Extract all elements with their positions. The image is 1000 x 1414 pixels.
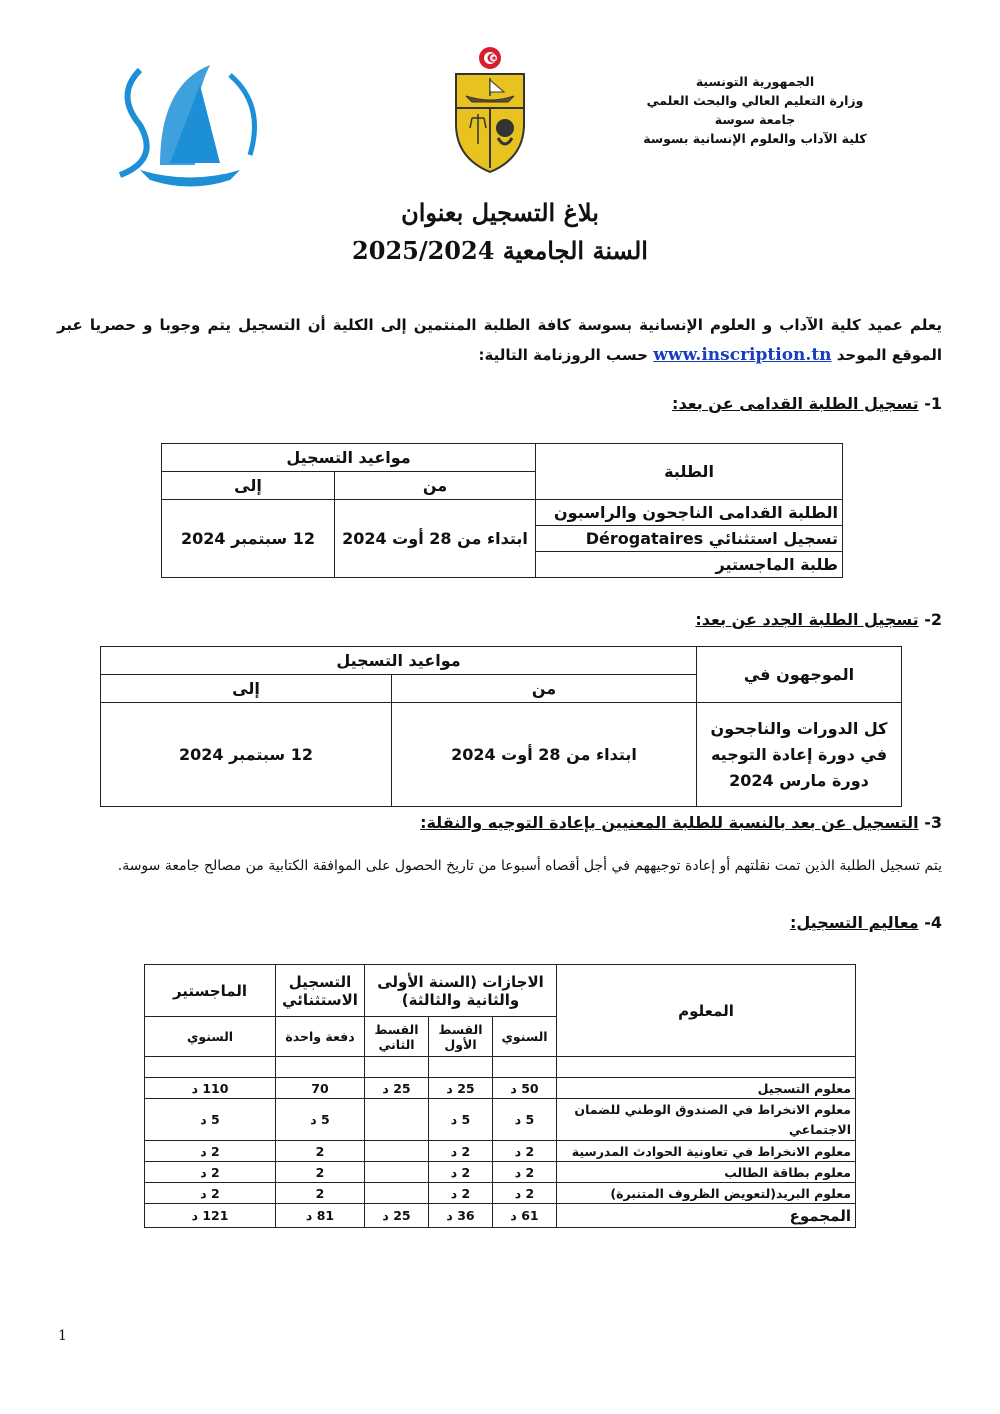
col-fee-header: المعلوم bbox=[557, 965, 856, 1057]
table-row-total bbox=[145, 1204, 856, 1228]
from-date: ابتداء من 28 أوت 2024 bbox=[392, 703, 697, 807]
fee-first: 2 د bbox=[429, 1183, 493, 1204]
fee-label: معلوم البريد(لتعويض الظروف المتنبرة) bbox=[557, 1183, 856, 1204]
section-1-heading bbox=[672, 394, 942, 413]
oriented-row-label: كل الدورات والناجحون في دورة إعادة التوجيه دورة مارس 2024 bbox=[697, 703, 902, 807]
fee-master: 2 د bbox=[145, 1183, 276, 1204]
returning-students-table bbox=[161, 443, 843, 578]
col-to-header: إلى bbox=[162, 472, 335, 500]
table-row bbox=[145, 1183, 856, 1204]
fee-second bbox=[365, 1162, 429, 1183]
table-row bbox=[145, 1141, 856, 1162]
fee-annual: 50 د bbox=[493, 1078, 557, 1099]
fee-label: معلوم الانخراط في تعاونية الحوادث المدرسية bbox=[557, 1141, 856, 1162]
col-dates-header: مواعيد التسجيل bbox=[101, 647, 697, 675]
fee-master: 2 د bbox=[145, 1141, 276, 1162]
fee-second: 25 د bbox=[365, 1204, 429, 1228]
fee-annual: 61 د bbox=[493, 1204, 557, 1228]
sub-annual-header: السنوي bbox=[493, 1017, 557, 1057]
col-exceptional-header: التسجيل الاستثنائي bbox=[276, 965, 365, 1017]
academic-year-title: السنة الجامعية 2025/2024 bbox=[352, 236, 648, 265]
fee-first: 2 د bbox=[429, 1162, 493, 1183]
header-line-ministry: وزارة التعليم العالي والبحث العلمي bbox=[646, 93, 864, 108]
fee-annual: 5 د bbox=[493, 1099, 557, 1141]
tunisia-coat-of-arms-icon bbox=[450, 46, 530, 176]
table-row-label: طلبة الماجستير bbox=[536, 552, 843, 578]
col-oriented-header: الموجهون في bbox=[697, 647, 902, 703]
document-title: بلاغ التسجيل بعنوان bbox=[401, 198, 599, 227]
fee-annual: 2 د bbox=[493, 1162, 557, 1183]
section-3-number: 3- bbox=[924, 813, 942, 832]
section-2-heading bbox=[695, 610, 942, 629]
sub-second-header: القسط الثاني bbox=[365, 1017, 429, 1057]
new-students-table bbox=[100, 646, 902, 807]
header-line-republic: الجمهورية التونسية bbox=[695, 74, 815, 89]
fee-exceptional: 81 د bbox=[276, 1204, 365, 1228]
section-3-heading bbox=[420, 813, 942, 832]
fee-annual: 2 د bbox=[493, 1141, 557, 1162]
col-dates-header: مواعيد التسجيل bbox=[162, 444, 536, 472]
header-line-faculty: كلية الآداب والعلوم الإنسانية بسوسة bbox=[643, 131, 867, 146]
col-from-header: من bbox=[335, 472, 536, 500]
section-3-label: التسجيل عن بعد بالنسبة للطلبة المعنيين بإعادة التوجيه والنقلة: bbox=[420, 813, 919, 832]
table-row-label: الطلبة القدامى الناجحون والراسبون bbox=[536, 500, 843, 526]
fee-master: 110 د bbox=[145, 1078, 276, 1099]
table-row bbox=[145, 1099, 856, 1141]
fee-first: 36 د bbox=[429, 1204, 493, 1228]
fee-exceptional: 70 bbox=[276, 1078, 365, 1099]
fee-master: 121 د bbox=[145, 1204, 276, 1228]
fee-master: 5 د bbox=[145, 1099, 276, 1141]
fee-label: معلوم بطاقة الطالب bbox=[557, 1162, 856, 1183]
sub-master-annual-header: السنوي bbox=[145, 1017, 276, 1057]
fee-label: معلوم التسجيل bbox=[557, 1078, 856, 1099]
from-date: ابتداء من 28 أوت 2024 bbox=[335, 500, 536, 578]
header-line-university: جامعة سوسة bbox=[714, 112, 796, 127]
fee-second: 25 د bbox=[365, 1078, 429, 1099]
intro-paragraph bbox=[57, 310, 942, 370]
fee-label: معلوم الانخراط في الصندوق الوطني للضمان الاجتماعي bbox=[557, 1099, 856, 1141]
institution-header bbox=[605, 72, 905, 148]
intro-text-end: حسب الروزنامة التالية: bbox=[478, 346, 648, 364]
section-2-number: 2- bbox=[924, 610, 942, 629]
fee-master: 2 د bbox=[145, 1162, 276, 1183]
to-date: 12 سبتمبر 2024 bbox=[101, 703, 392, 807]
col-students-header: الطلبة bbox=[536, 444, 843, 500]
table-row bbox=[145, 1078, 856, 1099]
section-1-number: 1- bbox=[924, 394, 942, 413]
section-4-number: 4- bbox=[924, 913, 942, 932]
sub-first-header: القسط الأول bbox=[429, 1017, 493, 1057]
col-from-header: من bbox=[392, 675, 697, 703]
col-to-header: إلى bbox=[101, 675, 392, 703]
fees-table bbox=[144, 964, 856, 1228]
section-4-heading bbox=[790, 913, 942, 932]
table-row bbox=[145, 1162, 856, 1183]
sub-once-header: دفعة واحدة bbox=[276, 1017, 365, 1057]
section-4-label: معاليم التسجيل: bbox=[789, 913, 919, 932]
fee-label: المجموع bbox=[557, 1204, 856, 1228]
fee-first: 25 د bbox=[429, 1078, 493, 1099]
fee-second bbox=[365, 1183, 429, 1204]
fee-second bbox=[365, 1141, 429, 1162]
col-licence-header: الاجازات (السنة الأولى والثانية والثالثة) bbox=[365, 965, 557, 1017]
page-number: 1 bbox=[58, 1328, 67, 1344]
fee-exceptional: 5 د bbox=[276, 1099, 365, 1141]
faculty-logo-icon bbox=[100, 45, 280, 195]
section-3-paragraph: يتم تسجيل الطلبة الذين تمت نقلتهم أو إعادة توجيههم في أجل أقصاه أسبوعا من تاريخ الحصول على الموافقة الكتابية من مصالح جامعة سوسة. bbox=[117, 858, 942, 874]
col-master-header: الماجستير bbox=[145, 965, 276, 1017]
fee-first: 5 د bbox=[429, 1099, 493, 1141]
fee-exceptional: 2 bbox=[276, 1183, 365, 1204]
fee-first: 2 د bbox=[429, 1141, 493, 1162]
fee-annual: 2 د bbox=[493, 1183, 557, 1204]
fee-exceptional: 2 bbox=[276, 1162, 365, 1183]
registration-link[interactable]: www.inscription.tn bbox=[653, 345, 832, 365]
fee-second bbox=[365, 1099, 429, 1141]
fee-exceptional: 2 bbox=[276, 1141, 365, 1162]
section-2-label: تسجيل الطلبة الجدد عن بعد: bbox=[695, 610, 919, 629]
table-row-label: تسجيل استثنائي Dérogataires bbox=[536, 526, 843, 552]
section-1-label: تسجيل الطلبة القدامى عن بعد: bbox=[672, 394, 919, 413]
to-date: 12 سبتمبر 2024 bbox=[162, 500, 335, 578]
intro-text: يعلم عميد كلية الآداب و العلوم الإنسانية بسوسة كافة الطلبة المنتمين إلى الكلية أن التسجيل يتم وجوبا و حصريا عبر الموقع الموحد bbox=[57, 316, 942, 364]
